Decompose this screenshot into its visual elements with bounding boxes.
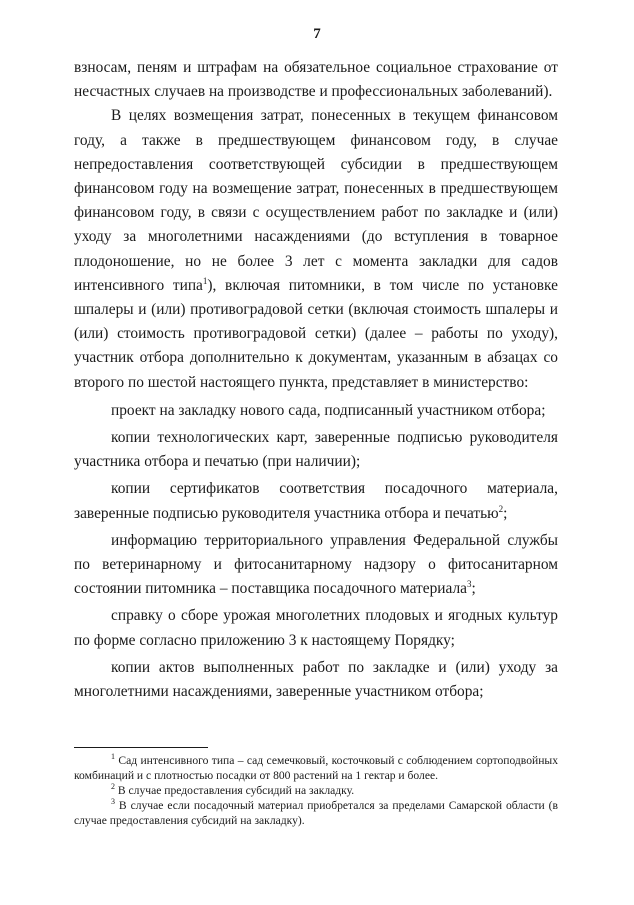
footnote-divider xyxy=(74,747,208,748)
paragraph-continuation: взносам, пеням и штрафам на обязательное социальное страхование от несчастных случаев на производстве и профессиональных заболеваний). xyxy=(74,59,558,101)
footnote-mark: 3 xyxy=(111,796,115,806)
list-item-project: проект на закладку нового сада, подписанный участником отбора; xyxy=(111,401,546,419)
paragraph-text: ; xyxy=(471,580,476,598)
paragraph-text: копии сертификатов соответствия посадочного материала, заверенные подписью руководителя участника отбора и печатью xyxy=(74,480,558,522)
page-number: 7 xyxy=(313,26,321,42)
footnote-text: В случае предоставления субсидий на закладку. xyxy=(115,783,355,797)
paragraph-text: ), включая питомники, в том числе по установке шпалеры и (или) противоградовой сетки (включая стоимость шпалеры и (или) стоимость противоградовой сетки) (далее – работы по уходу), участник отбора дополнительно к документам, указанным в абзацах со второго по шестой настоящего пункта, представляет в министерство: xyxy=(74,276,558,391)
footnote-1 xyxy=(74,754,558,784)
paragraph-reimbursement xyxy=(74,104,558,394)
list-item-work-acts: копии актов выполненных работ по закладке и (или) уходу за многолетними насаждениями, заверенные участником отбора; xyxy=(74,658,558,701)
footnote-3 xyxy=(74,796,558,829)
footnote-mark: 2 xyxy=(111,781,115,791)
footnote-text: В случае если посадочный материал приобретался за пределами Самарской области (в случае предоставления субсидий на закладку). xyxy=(74,798,558,827)
footnote-ref-2[interactable]: 2 xyxy=(498,503,504,514)
paragraph-text: В целях возмещения затрат, понесенных в текущем финансовом году, а также в предшествующем финансовом году, в случае непредоставления соответствующей субсидии в предшествующем финансовом году на возмещение затрат, понесенных в предшествующем финансовом году, в связи с осуществлением работ по закладке и (или) уходу за многолетними насаждениями (до вступления в товарное плодоношение, но не более 3 лет с момента закладки для садов интенсивного типа xyxy=(74,107,558,294)
footnote-ref-1[interactable]: 1 xyxy=(202,275,208,286)
document-body xyxy=(74,56,558,704)
list-item-certificates xyxy=(74,477,558,525)
list-item-phytosanitary-info xyxy=(74,529,558,602)
paragraph-text: ; xyxy=(503,504,508,522)
paragraph-text: информацию территориального управления Федеральной службы по ветеринарному и фитосанитарному надзору о фитосанитарном состоянии питомника – поставщика посадочного материала xyxy=(74,531,558,598)
list-item-harvest-report: справку о сборе урожая многолетних плодовых и ягодных культур по форме согласно приложению 3 к настоящему Порядку; xyxy=(74,607,558,649)
list-item-tech-cards: копии технологических карт, заверенные подписью руководителя участника отбора и печатью (при наличии); xyxy=(74,429,558,471)
footnote-ref-3[interactable]: 3 xyxy=(467,579,472,590)
footnote-mark: 1 xyxy=(111,752,115,762)
footnote-text: Сад интенсивного типа – сад семечковый, косточковый с соблюдением сортоподвойных комбинаций и с плотностью посадки от 800 растений на 1 гектар и более. xyxy=(74,754,558,782)
footnotes xyxy=(74,754,558,829)
footnote-2 xyxy=(74,781,558,799)
